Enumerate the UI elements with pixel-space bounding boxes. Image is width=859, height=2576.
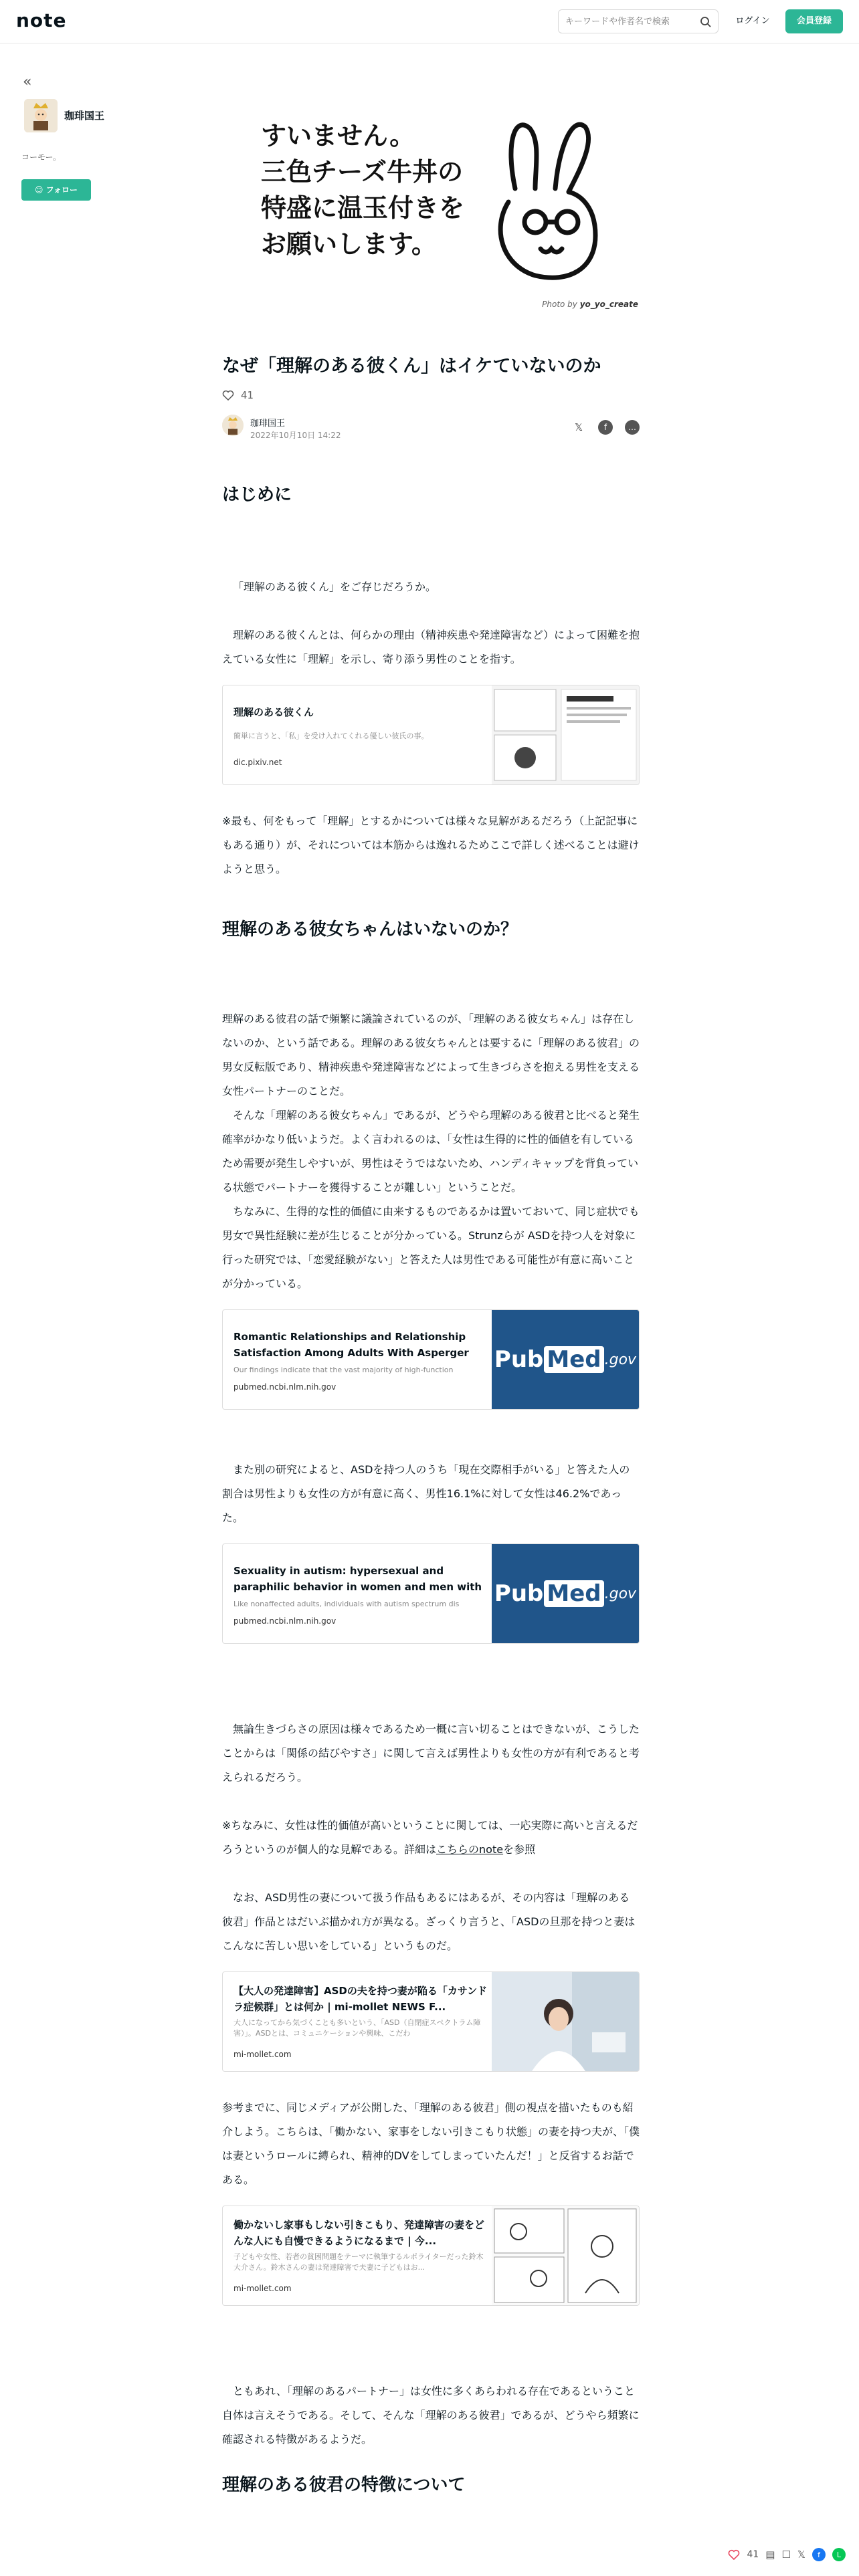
search-input[interactable]: [559, 10, 706, 33]
paragraph: 理解のある彼君の話で頻繁に議論されているのが、「理解のある彼女ちゃん」は存在しないのか、という話である。理解のある彼女ちゃんとは要するに「理解のある彼君」の男女反転版であり、精神疾患や発達障害などによって生きづらさを抱える男性を支える女性パートナーのことだ。: [222, 1012, 640, 1097]
embed-card-description: 子どもや女性、若者の貧困問題をテーマに執筆するルポライターだった鈴木大介さん。鈴木さんの妻は発達障害で夫妻に子どもはお...: [233, 2252, 484, 2272]
hero-illustration: [221, 88, 638, 301]
sidebar-author-name[interactable]: 珈琲国王: [64, 110, 105, 122]
embed-card-url: pubmed.ncbi.nlm.nih.gov: [233, 1382, 337, 1392]
facebook-share-icon[interactable]: f: [812, 2548, 826, 2561]
embed-card-description: 簡単に言うと、「私」を受け入れてくれる優しい彼氏の事。: [233, 732, 429, 740]
hero-line-4: お願いします。: [261, 229, 437, 259]
hero-line-1: すいません。: [261, 121, 415, 150]
author-avatar[interactable]: [24, 99, 58, 132]
paragraph: ちなみに、生得的な性的価値に由来するものであるかは置いておいて、同じ症状でも男女で異性経験に差が生じることが分かっている。Strunzらが ASDを持つ人を対象に行った研究では、「恋愛経験がない」と答えた人は男性である可能性が有意に高いことが分かっている。: [222, 1205, 640, 1290]
follow-label: フォロー: [45, 185, 78, 195]
magazine-add-icon[interactable]: ▤: [765, 2549, 775, 2561]
coffee-king-avatar-icon: [24, 99, 58, 132]
heading-girlfriend: 理解のある彼女ちゃんはいないのか？: [222, 920, 518, 940]
hero-line-2: 三色チーズ牛丼の: [261, 157, 464, 187]
embed-card-title: 理解のある彼くん: [233, 706, 314, 718]
embed-card-mimollet-2[interactable]: [222, 2206, 640, 2306]
login-button[interactable]: ログイン: [735, 16, 770, 26]
note-link[interactable]: こちらのnote: [436, 1843, 504, 1856]
embed-card-url: dic.pixiv.net: [233, 758, 282, 767]
x-share-icon[interactable]: 𝕏: [574, 421, 583, 433]
paragraph: また別の研究によると、ASDを持つ人のうち「現在交際相手がいる」と答えた人の割合は男性よりも女性の方が有意に高く、男性16.1%に対して女性は46.2%であった。: [222, 1463, 630, 1524]
paragraph: ※ちなみに、女性は性的価値が高いということに関しては、一応実際に高いと言えるだろうというのが個人的な見解である。詳細はこちらのnoteを参照: [222, 1819, 638, 1856]
bottom-action-bar: [724, 2545, 850, 2564]
embed-card-url: mi-mollet.com: [233, 2050, 292, 2059]
paragraph: なお、ASD男性の妻について扱う作品もあるにはあるが、その内容は「理解のある彼君」作品とはだいぶ描かれ方が異なる。ざっくり言うと、「ASDの旦那を持つと妻はこんなに苦しい思いをしている」というものだ。: [222, 1891, 636, 1952]
heart-icon[interactable]: [222, 390, 234, 401]
bottom-like-count: 41: [747, 2549, 759, 2560]
facebook-share-icon[interactable]: f: [598, 420, 613, 435]
paragraph: そんな「理解のある彼女ちゃん」であるが、どうやら理解のある彼君と比べると発生確率がかなり低いようだ。よく言われるのは、「女性は生得的に性的価値を有しているため需要が発生しやすいが、男性はそうではないため、ハンディキャップを背負っている状態でパートナーを獲得することが難しい」ということだ。: [222, 1109, 640, 1194]
line-share-icon[interactable]: L: [832, 2548, 846, 2561]
search-icon[interactable]: [699, 15, 712, 29]
embed-card-pixiv[interactable]: [222, 685, 640, 785]
embed-card-title: 【大人の発達障害】ASDの夫を持つ妻が陥る「カサンドラ症候群」とは何か | mi-mollet NEWS F...: [233, 1985, 488, 2013]
embed-card-url: pubmed.ncbi.nlm.nih.gov: [233, 1616, 337, 1626]
embed-card-mimollet[interactable]: [222, 1971, 640, 2072]
embed-card-thumbnail: [492, 2206, 639, 2305]
heading-intro: はじめに: [222, 485, 292, 505]
paragraph: 無論生きづらさの原因は様々であるため一概に言い切ることはできないが、こうしたことからは「関係の結びやすさ」に関して言えば男性よりも女性の方が有利であると考えられるだろう。: [222, 1723, 640, 1784]
photo-credit-author[interactable]: yo_yo_create: [579, 300, 638, 309]
collapse-sidebar-icon[interactable]: «: [23, 74, 32, 90]
follow-button[interactable]: [21, 179, 91, 201]
sidebar-author-bio: コーモー。: [21, 152, 62, 162]
embed-card-description: Like nonaffected adults, individuals with autism spectrum dis: [233, 1600, 460, 1608]
pubmed-logo: Pub Med .gov: [492, 1310, 639, 1409]
article-body: [222, 481, 640, 2498]
paragraph: 理解のある彼くんとは、何らかの理由（精神疾患や発達障害など）によって困難を抱えている女性に「理解」を示し、寄り添う男性のことを指す。: [222, 629, 640, 665]
hero-image: [221, 88, 638, 301]
author-row: [222, 415, 640, 445]
heading-characteristics: 理解のある彼君の特徴について: [222, 2475, 466, 2495]
embed-card-title: Romantic Relationships and Relationship Satisfaction Among Adults With Asperger: [233, 1331, 469, 1359]
heart-icon[interactable]: [728, 2549, 740, 2560]
search-box[interactable]: [558, 9, 719, 33]
embed-card-title: 働かないし家事もしない引きこもり、発達障害の妻をどんな人にも自慢できるようになるまで | 今...: [233, 2219, 485, 2247]
line-share-icon[interactable]: …: [625, 420, 640, 435]
embed-card-thumbnail: [492, 1972, 639, 2071]
embed-card-pubmed[interactable]: [222, 1309, 640, 1410]
top-navigation-bar: [0, 0, 859, 43]
share-buttons: [571, 420, 640, 435]
bookmark-icon[interactable]: ☐: [781, 2549, 791, 2561]
embed-card-title: Sexuality in autism: hypersexual and paraphilic behavior in women and men with: [233, 1565, 482, 1593]
embed-card-url: mi-mollet.com: [233, 2284, 292, 2293]
note-logo[interactable]: note: [16, 9, 67, 31]
paragraph: ともあれ、「理解のあるパートナー」は女性に多くあらわれる存在であるということ自体は言えそうである。そして、そんな「理解のある彼君」であるが、どうやら頻繁に確認される特徴があるようだ。: [222, 2385, 640, 2446]
signup-button[interactable]: 会員登録: [785, 9, 843, 33]
like-count: 41: [241, 389, 254, 401]
publish-date: 2022年10月10日 14:22: [250, 431, 341, 440]
paragraph: 「理解のある彼くん」をご存じだろうか。: [233, 580, 437, 593]
hero-line-3: 特盛に温玉付きを: [261, 193, 465, 223]
paragraph: ※最も、何をもって「理解」とするかについては様々な見解があるだろう（上記記事にもある通り）が、それについては本筋からは逸れるためここで詳しく述べることは避けようと思う。: [222, 815, 640, 875]
coffee-king-avatar-icon: [222, 415, 244, 436]
pubmed-logo: Pub Med .gov: [492, 1544, 639, 1643]
author-row-avatar[interactable]: [222, 415, 244, 436]
embed-card-description: 大人になってから気づくことも多いという、「ASD（自閉症スペクトラム障害）」。ASDとは、コミュニケーションや興味、こだわ: [233, 2018, 481, 2038]
embed-card-description: Our findings indicate that the vast majority of high-function: [233, 1366, 454, 1374]
paragraph: 参考までに、同じメディアが公開した、「理解のある彼君」側の視点を描いたものも紹介しよう。こちらは、「働かない、家事をしない引きこもり状態」の妻を持つ夫が、「僕は妻というロールに縛られ、精神的DVをしてしまっていたんだ！」と反省するお話である。: [222, 2101, 640, 2186]
x-share-icon[interactable]: 𝕏: [797, 2549, 805, 2561]
embed-card-pubmed-2[interactable]: [222, 1543, 640, 1644]
article-title: なぜ「理解のある彼くん」はイケていないのか: [222, 356, 601, 377]
like-area[interactable]: [222, 389, 254, 401]
embed-card-thumbnail: [492, 685, 639, 784]
person-add-icon: ☺: [34, 185, 46, 195]
photo-credit: Photo by yo_yo_create: [542, 300, 638, 309]
author-name[interactable]: 珈琲国王: [250, 419, 286, 429]
